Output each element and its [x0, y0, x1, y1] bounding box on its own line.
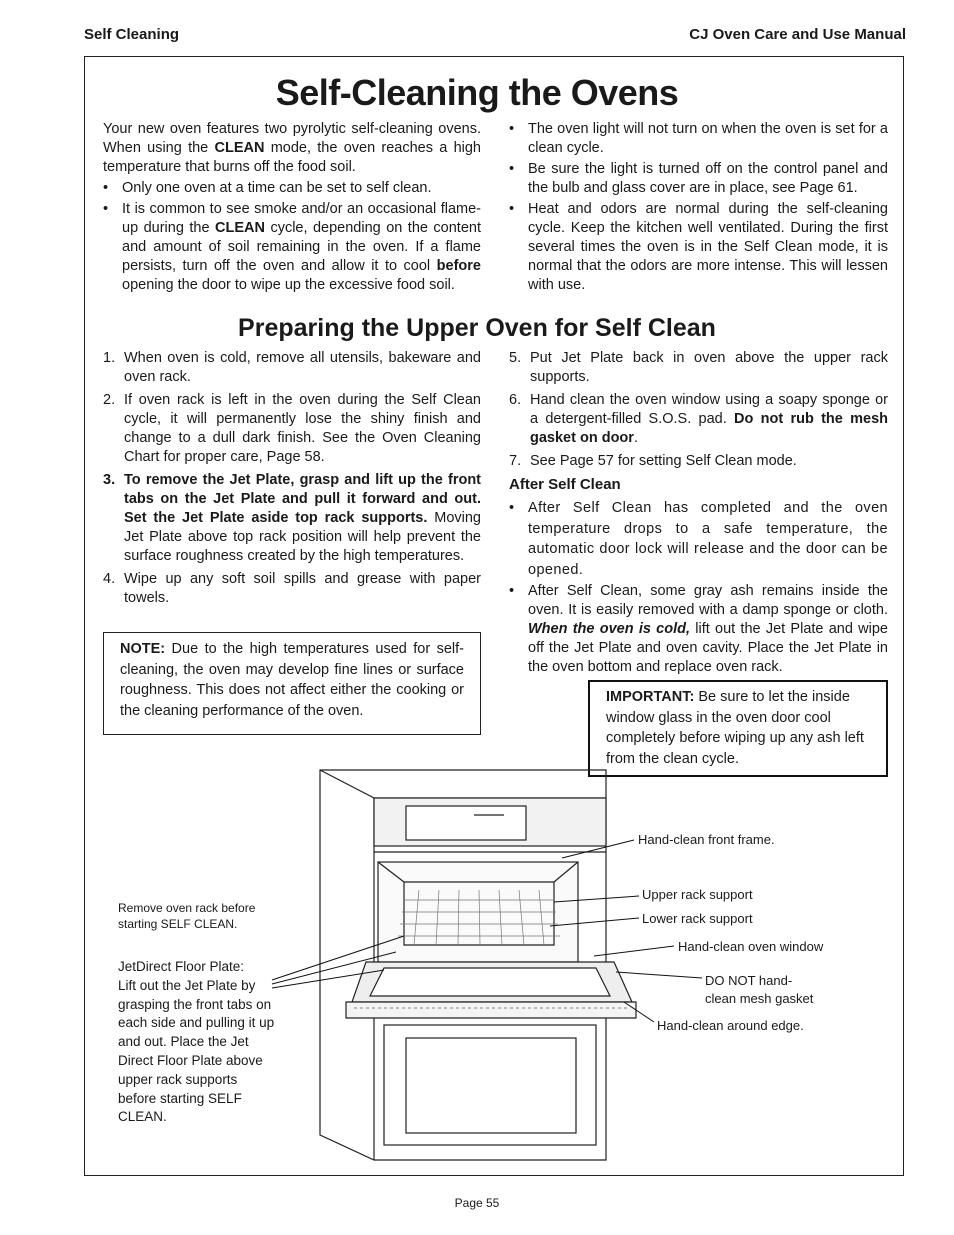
bullet-text-emphasis: When the oven is cold,: [528, 621, 690, 637]
note-label: NOTE:: [120, 641, 166, 657]
step-text: See Page 57 for setting Self Clean mode.: [530, 453, 797, 469]
label-mesh-gasket: DO NOT hand- clean mesh gasket: [705, 973, 814, 1006]
bullet-text: lift out the Jet Plate and wipe off the Jet Plate and oven cavity. Place the Jet Plate in the oven bottom and replace oven rack.: [528, 621, 888, 675]
step-2: [103, 391, 481, 467]
label-edge: Hand-clean around edge.: [657, 1018, 804, 1033]
step-7: [509, 452, 888, 471]
step-text-bold: To remove the Jet Plate, grasp and lift up the front tabs on the Jet Plate and pull it forward and out. Set the Jet Plate aside top rack supports.: [124, 472, 481, 526]
important-label: IMPORTANT:: [606, 689, 695, 705]
right-bullet-2: • Be sure the light is turned off on the control panel and the bulb and glass cover are in place, see Page 61.: [509, 160, 888, 198]
page-title: Self-Cleaning the Ovens: [275, 72, 679, 113]
lower-oven-door: [384, 1025, 596, 1145]
step-number: 1.: [103, 350, 116, 366]
step-number: 7.: [509, 453, 522, 469]
label-lower-rack: Lower rack support: [642, 911, 753, 926]
steps-right-column: [509, 349, 888, 679]
before-keyword: before: [436, 258, 481, 274]
intro-paragraph: [103, 120, 481, 177]
bullet-text: After Self Clean, some gray ash remains inside the oven. It is easily removed with a damp sponge or cloth.: [528, 583, 888, 618]
label-front-frame: Hand-clean front frame.: [638, 832, 775, 847]
step-number: 3.: [103, 472, 116, 488]
step-5: [509, 349, 888, 387]
right-bullet-3: • Heat and odors are normal during the self-cleaning cycle. Keep the kitchen well ventilated. During the first several times the oven is in the Self Clean mode, it is normal that the odors are more intense. This will lessen with use.: [509, 200, 888, 295]
note-text: Due to the high temperatures used for self-cleaning, the oven may develop fine lines or surface roughness. This does not affect either the cooking or the cleaning performance of the oven.: [120, 641, 464, 719]
intro-text: Your new oven features two pyrolytic self-cleaning ovens. When using the: [103, 121, 481, 156]
step-text-end: .: [633, 430, 638, 446]
step-text: Wipe up any soft soil spills and grease with paper towels.: [124, 571, 481, 606]
step-1: [103, 349, 481, 387]
step-number: 6.: [509, 392, 522, 408]
intro-right-column: [509, 120, 888, 297]
lower-oven-window: [406, 1038, 576, 1133]
step-text: If oven rack is left in the oven during the Self Clean cycle, it will permanently lose the shiny finish and change to a dull dark finish. See the Oven Cleaning Chart for proper care, Page 58.: [124, 392, 481, 465]
right-bullet-1: • The oven light will not turn on when the oven is set for a clean cycle.: [509, 120, 888, 158]
display-window: [406, 806, 526, 840]
intro-bullet-2: [103, 200, 481, 295]
bullet-text: opening the door to wipe up the excessive food soil.: [122, 277, 455, 293]
page-number: Page 55: [454, 1196, 500, 1210]
step-text-bold: Do not rub the mesh gasket on door: [530, 411, 888, 446]
door-handle-edge: [346, 1002, 636, 1018]
label-upper-rack: Upper rack support: [642, 887, 753, 902]
after-bullet-2: [509, 582, 888, 677]
label-remove-rack: Remove oven rack before starting SELF CLEAN.: [118, 901, 256, 931]
label-oven-window: Hand-clean oven window: [678, 939, 824, 954]
step-text: Moving Jet Plate above top rack position will help prevent the surface roughness created by the high temperatures.: [124, 510, 481, 564]
note-box: [103, 632, 481, 735]
label-jet-plate: JetDirect Floor Plate: Lift out the Jet Plate by grasping the front tabs on each side and pulling it up and out. Place the Jet Direct Floor Plate above upper rack supports before starting SELF CLEAN.: [118, 959, 275, 1125]
step-6: [509, 391, 888, 448]
step-3: [103, 471, 481, 566]
step-number: 5.: [509, 350, 522, 366]
step-number: 2.: [103, 392, 116, 408]
bullet-text: cycle, depending on the content and amount of soil remaining in the oven. If a flame persists, turn off the oven and allow it to cool: [122, 220, 481, 274]
after-bullet-1: • After Self Clean has completed and the oven temperature drops to a safe temperature, the automatic door lock will release and the door can be opened.: [509, 498, 888, 580]
step-4: [103, 570, 481, 608]
intro-text-end: mode, the oven reaches a high temperature that burns off the food soil.: [103, 140, 481, 175]
bullet-text: It is common to see smoke and/or an occasional flame-up during the: [122, 201, 481, 236]
after-self-clean-heading: After Self Clean: [509, 476, 621, 493]
header-manual-title: CJ Oven Care and Use Manual: [689, 26, 906, 43]
oven-door-window: [370, 968, 610, 996]
clean-keyword: CLEAN: [214, 140, 265, 156]
step-text: Hand clean the oven window using a soapy sponge or a detergent-filled S.O.S. pad.: [530, 392, 888, 427]
step-text: Put Jet Plate back in oven above the upper rack supports.: [530, 350, 888, 385]
step-number: 4.: [103, 571, 116, 587]
clean-keyword: CLEAN: [215, 220, 265, 236]
header-section: Self Cleaning: [84, 26, 180, 43]
section-subtitle: Preparing the Upper Oven for Self Clean: [238, 314, 716, 342]
intro-left-column: [103, 120, 481, 297]
intro-bullet-1: • Only one oven at a time can be set to self clean.: [103, 179, 481, 198]
important-text: Be sure to let the inside window glass in the oven door cool completely before wiping up any ash left from the clean cycle.: [606, 689, 864, 767]
step-text: When oven is cold, remove all utensils, bakeware and oven rack.: [124, 350, 481, 385]
steps-left-column: [103, 349, 481, 612]
